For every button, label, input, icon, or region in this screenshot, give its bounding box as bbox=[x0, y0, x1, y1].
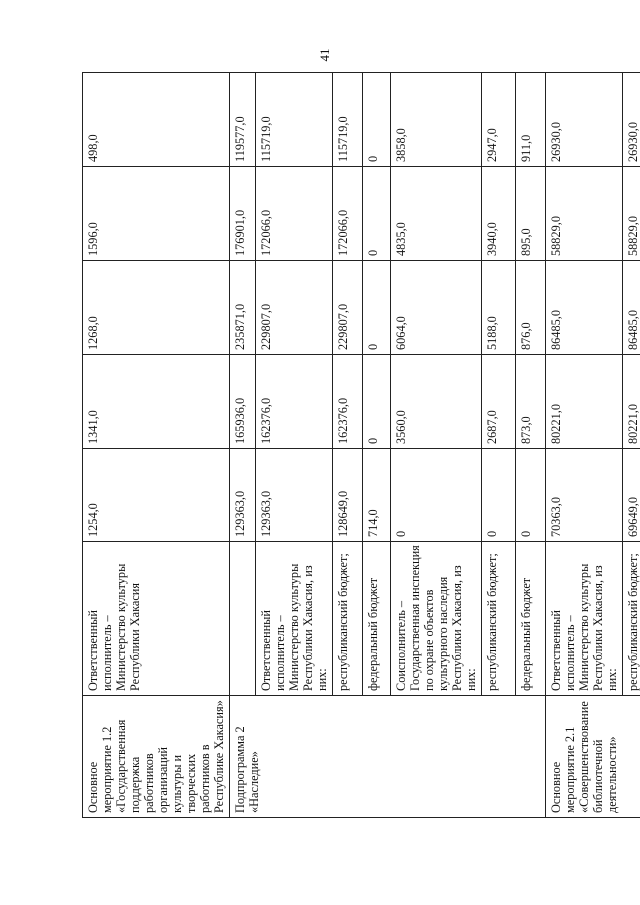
cell-value: 115719,0 bbox=[256, 73, 333, 167]
table-row bbox=[546, 73, 623, 818]
cell-value: 2947,0 bbox=[482, 73, 516, 167]
cell-value: 235871,0 bbox=[230, 261, 256, 355]
cell-value: 70363,0 bbox=[546, 449, 623, 542]
cell-value: 3560,0 bbox=[391, 355, 482, 449]
cell-value: 172066,0 bbox=[333, 167, 363, 261]
cell-value: 172066,0 bbox=[256, 167, 333, 261]
cell-value: 229807,0 bbox=[333, 261, 363, 355]
cell-value: 3858,0 bbox=[391, 73, 482, 167]
cell-value: 1341,0 bbox=[83, 355, 230, 449]
cell-executor: Ответственный исполнитель – Министерство культуры Республики Хакасия, из них: bbox=[546, 542, 623, 696]
cell-value: 714,0 bbox=[363, 449, 391, 542]
cell-value: 0 bbox=[363, 261, 391, 355]
cell-value: 115719,0 bbox=[333, 73, 363, 167]
cell-subprogram-2: Подпрограмма 2 «Наследие» bbox=[230, 696, 546, 818]
cell-value: 162376,0 bbox=[256, 355, 333, 449]
cell-value: 5188,0 bbox=[482, 261, 516, 355]
cell-value: 86485,0 bbox=[623, 261, 640, 355]
cell-value: 873,0 bbox=[516, 355, 546, 449]
cell-value: 1254,0 bbox=[83, 449, 230, 542]
cell-value: 1268,0 bbox=[83, 261, 230, 355]
cell-value: 911,0 bbox=[516, 73, 546, 167]
rotated-page-content bbox=[82, 73, 640, 818]
cell-value: 129363,0 bbox=[256, 449, 333, 542]
cell-value: 3940,0 bbox=[482, 167, 516, 261]
cell-executor: Ответственный исполнитель – Министерство культуры Республики Хакасия bbox=[83, 542, 230, 696]
cell-value: 26930,0 bbox=[623, 73, 640, 167]
cell-value: 26930,0 bbox=[546, 73, 623, 167]
cell-value: 4835,0 bbox=[391, 167, 482, 261]
cell-executor: федеральный бюджет bbox=[363, 542, 391, 696]
cell-value: 80221,0 bbox=[546, 355, 623, 449]
cell-value: 58829,0 bbox=[623, 167, 640, 261]
table-row bbox=[83, 73, 230, 818]
cell-measure-1-2: Основное мероприятие 1.2 «Государственная поддержка работников организаций культуры и творческих работников в Республике Хакасия» bbox=[83, 696, 230, 818]
cell-value: 229807,0 bbox=[256, 261, 333, 355]
cell-measure-2-1: Основное мероприятие 2.1 «Совершенствование библиотечной деятельности» bbox=[546, 696, 640, 818]
cell-value: 129363,0 bbox=[230, 449, 256, 542]
cell-value: 895,0 bbox=[516, 167, 546, 261]
cell-value: 69649,0 bbox=[623, 449, 640, 542]
cell-value: 0 bbox=[363, 167, 391, 261]
table-row bbox=[230, 73, 256, 818]
budget-table bbox=[82, 72, 640, 818]
cell-value: 86485,0 bbox=[546, 261, 623, 355]
cell-value: 498,0 bbox=[83, 73, 230, 167]
cell-value: 165936,0 bbox=[230, 355, 256, 449]
cell-executor: республиканский бюджет; bbox=[623, 542, 640, 696]
cell-value: 0 bbox=[516, 449, 546, 542]
cell-value: 80221,0 bbox=[623, 355, 640, 449]
cell-value: 119577,0 bbox=[230, 73, 256, 167]
cell-executor: республиканский бюджет; bbox=[333, 542, 363, 696]
cell-value: 0 bbox=[391, 449, 482, 542]
cell-value: 1596,0 bbox=[83, 167, 230, 261]
cell-value: 128649,0 bbox=[333, 449, 363, 542]
cell-co-executor: Соисполнитель – Государственная инспекция по охране объектов культурного наследия Республики Хакасия, из них: bbox=[391, 542, 482, 696]
cell-value: 176901,0 bbox=[230, 167, 256, 261]
cell-value: 6064,0 bbox=[391, 261, 482, 355]
cell-value: 0 bbox=[363, 73, 391, 167]
cell-executor: федеральный бюджет bbox=[516, 542, 546, 696]
cell-value: 0 bbox=[363, 355, 391, 449]
cell-value: 0 bbox=[482, 449, 516, 542]
cell-value: 58829,0 bbox=[546, 167, 623, 261]
cell-value: 2687,0 bbox=[482, 355, 516, 449]
page-number: 41 bbox=[317, 48, 332, 62]
cell-value: 162376,0 bbox=[333, 355, 363, 449]
cell-executor: Ответственный исполнитель – Министерство культуры Республики Хакасия, из них: bbox=[256, 542, 333, 696]
cell-value: 876,0 bbox=[516, 261, 546, 355]
cell-executor: республиканский бюджет; bbox=[482, 542, 516, 696]
cell-executor bbox=[230, 542, 256, 696]
